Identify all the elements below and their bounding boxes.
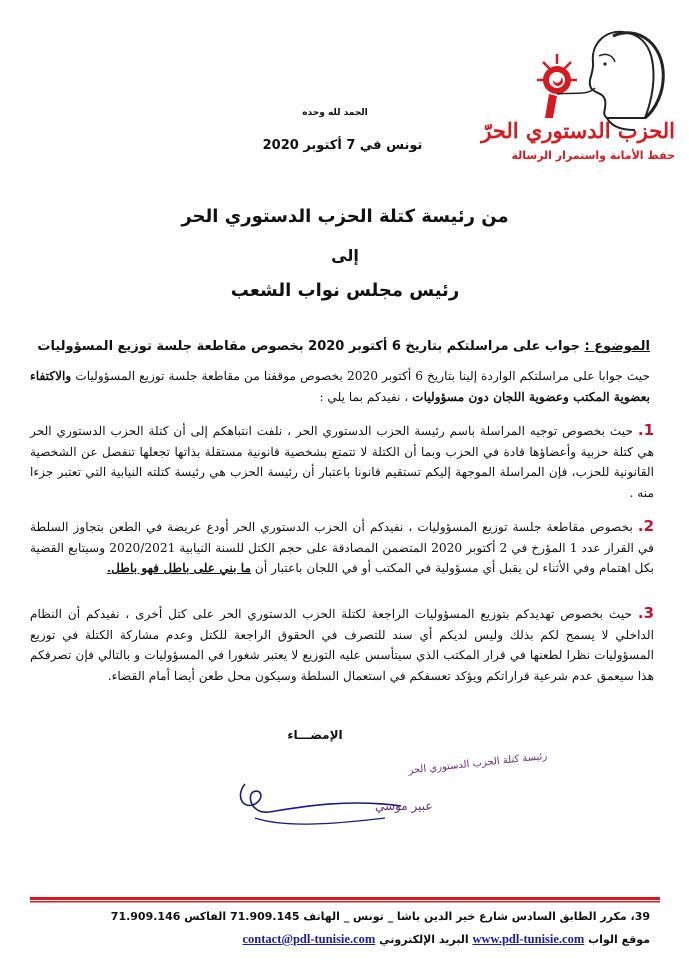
subject-text: جواب على مراسلتكم بتاريخ 6 أكتوبر 2020 بخصوص مقاطعة جلسة توزيع المسؤوليات xyxy=(37,339,580,354)
item-text: حيث بخصوص توجيه المراسلة باسم رئيسة الحزب الدستوري الحر ، نلفت انتباهكم إلى أن كتلة الحزب الدستوري الحر هي كتلة حزبية وأعضاؤها قادة في الحزب وبما أن الكتلة لا تتمتع بشخصية قانونية مستقلة بذاتها تجعلها تنفصل عن الشخصية القانونية للحزب، فإن المراسلة الموجهة إليكم تستقيم قانونا باعتبار أن رئيسة الحزب هي رئيسة كتلته النيابية التي تعتبر جزءا منه . xyxy=(30,424,654,500)
to-word: إلى xyxy=(331,246,359,265)
email-label: البريد الإلكتروني xyxy=(379,933,469,946)
list-item-2 xyxy=(30,516,654,579)
party-slogan: حفظ الأمانة واستمرار الرسالة xyxy=(511,149,675,162)
item-number: 1. xyxy=(637,421,654,439)
stamp-title: رئيسة كتلة الحزب الدستوري الحر xyxy=(407,750,548,777)
footer-divider xyxy=(30,897,660,903)
subject-line xyxy=(30,339,650,354)
item-text: حيث بخصوص تهديدكم بتوزيع المسؤوليات الراجعة لكتلة الحزب الدستوري الحر على كتل أخرى ، نفيدكم أن النظام الداخلي لا يسمح لكم بذلك وليس لديكم أي سند للتصرف في الحقوق الراجعة للكتل وعدم مشاركة الكتلة في توزيع المسؤوليات نظرا لطعنها في قرار المكتب الذي سيتأسس عليه التوزيع لا يعتبر شغورا في المسؤوليات و بالتالي فإن تصرفكم هذا سيعمق عدم شرعية قراراتكم ويؤكد تعسفكم في استعمال السلطة وسيكون محل طعن أيضا أمام القضاء. xyxy=(30,607,654,683)
item-number: 2. xyxy=(637,517,654,535)
intro-part-c: ، نفيدكم بما يلي : xyxy=(319,389,413,404)
subject-label: الموضوع : xyxy=(584,339,650,354)
item-text: بخصوص مقاطعة جلسة توزيع المسؤوليات ، نفيدكم أن الحزب الدستوري الحر أودع عريضة في الطعن بتجاوز السلطة في القرار عدد 1 المؤرخ في 2 أكتوبر 2020 المتضمن المصادقة على حجم الكتل للسنة النيابية 2020/2021 وسيتابع القضية بكل اهتمام وفي الأثناء لن يقبل أي مسؤولية في المكتب أو في اللجان باعتبار أن xyxy=(30,520,654,575)
opening-invocation: الحمد لله وحده xyxy=(302,108,368,118)
list-item-1 xyxy=(30,420,654,503)
letter-date: تونس في 7 أكتوبر 2020 xyxy=(262,138,423,153)
item-emphasis: ما بني على باطل فهو باطل. xyxy=(106,561,252,575)
intro-emphasis: والاكتفاء بعضوية المكتب وعضوية اللجان دون مسؤوليات xyxy=(30,369,650,404)
footer-contacts xyxy=(30,932,650,947)
list-item-3 xyxy=(30,603,654,686)
footer-address: 39، مكرر الطابق السادس شارع خير الدين باشا _ تونس _ الهاتف 71.909.145 الفاكس 71.909.146 xyxy=(110,910,650,923)
email-link[interactable]: contact@pdl-tunisie.com xyxy=(242,932,376,946)
sender-heading: من رئيسة كتلة الحزب الدستوري الحر xyxy=(181,206,509,227)
website-link[interactable]: www.pdl-tunisie.com xyxy=(472,932,585,946)
item-number: 3. xyxy=(637,604,654,622)
intro-paragraph xyxy=(30,366,650,407)
signature-stamp xyxy=(225,748,548,838)
intro-part-a: حيث جوابا على مراسلتكم الواردة إلينا بتاريخ 6 أكتوبر 2020 بخصوص موقفنا من مقاطعة جلسة توزيع المسؤوليات xyxy=(71,369,650,383)
website-label: موقع الواب xyxy=(588,933,650,946)
stamp-name: عبير موسي xyxy=(375,799,433,813)
signature-label: الإمضـــاء xyxy=(287,728,343,742)
party-name: الحزب الدستوري الحرّ xyxy=(481,118,675,143)
recipient-heading: رئيس مجلس نواب الشعب xyxy=(230,280,460,301)
